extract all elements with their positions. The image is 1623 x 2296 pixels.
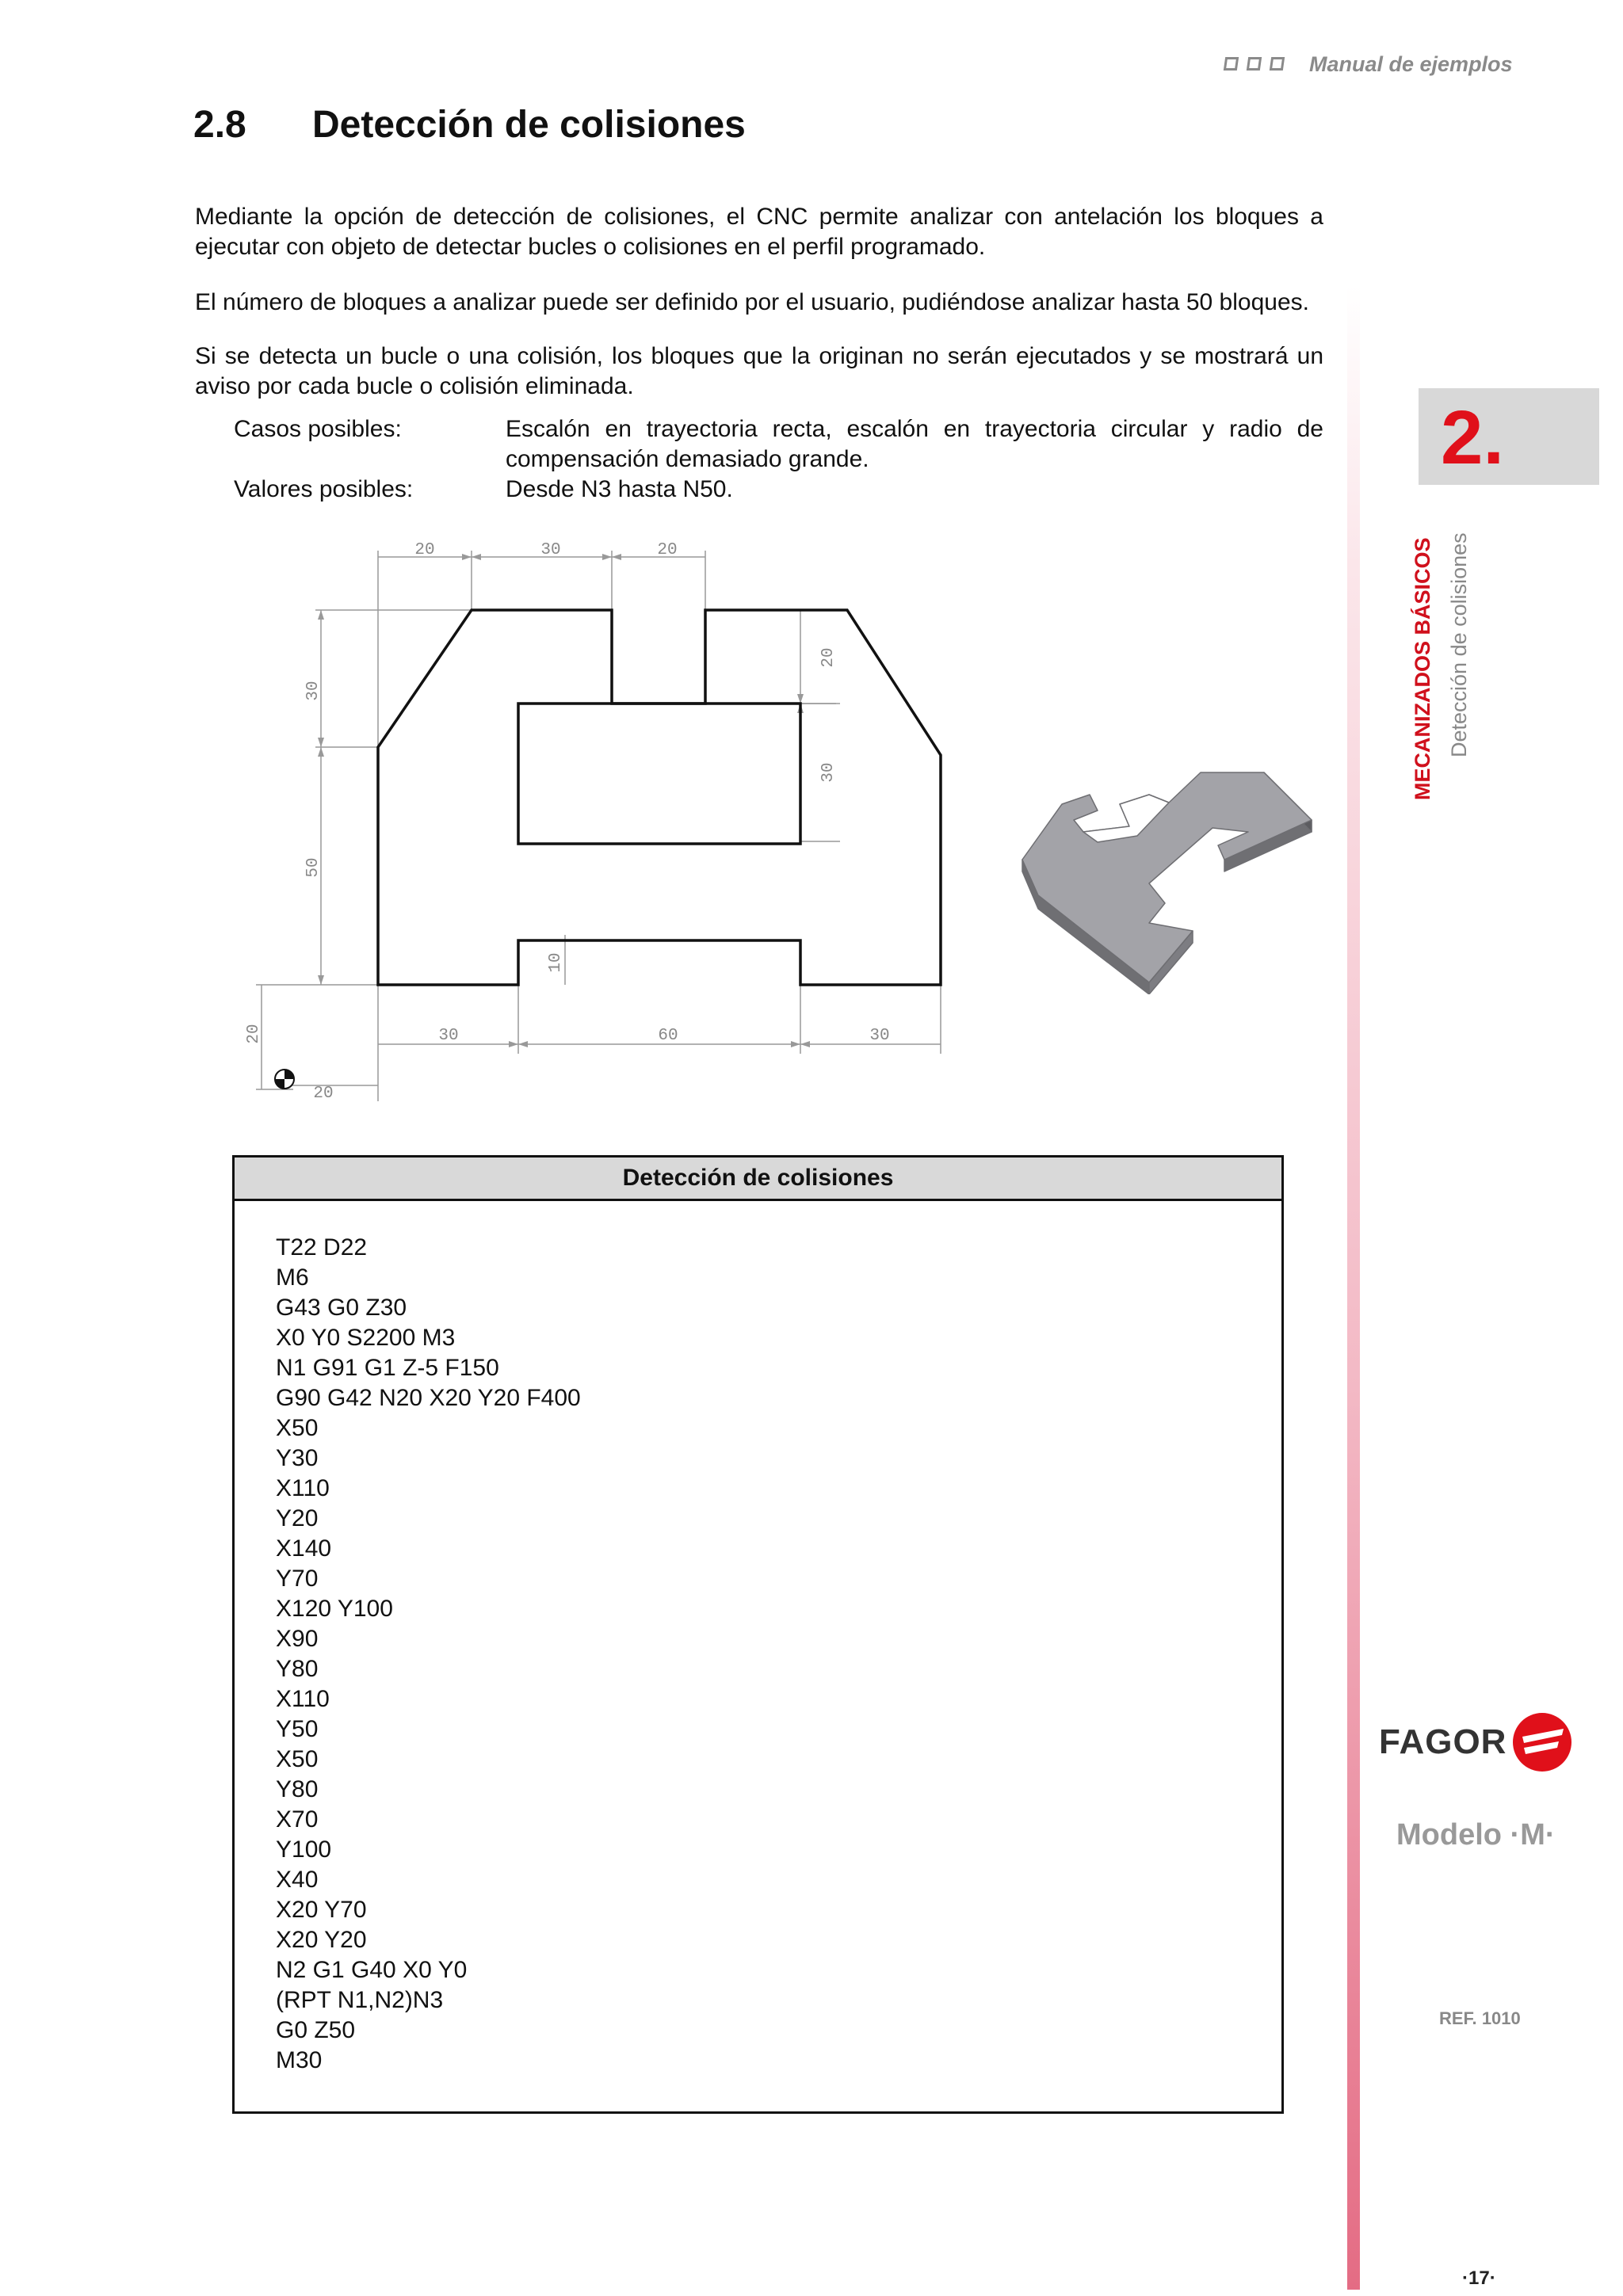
program-line: X110 [276,1475,330,1501]
program-line: Y100 [276,1836,332,1863]
ref-number: 1010 [1481,2008,1521,2028]
origin-symbol-icon [275,1070,294,1089]
values-text: Desde N3 hasta N50. [506,476,733,502]
program-line: G43 G0 Z30 [276,1295,407,1321]
dim-bottom-3: 30 [869,1027,890,1045]
program-line: X140 [276,1535,332,1562]
program-line: T22 D22 [276,1234,368,1261]
program-line: G90 G42 N20 X20 Y20 F400 [276,1385,581,1411]
program-line: Y50 [276,1716,319,1742]
section-title: Detección de colisiones [312,104,746,146]
dim-bottom-2: 60 [658,1027,678,1045]
cases-label: Casos posibles: [234,416,402,442]
dim-right-1: 20 [819,647,838,668]
part-3d-view [1010,741,1327,994]
dim-left-1: 30 [304,681,323,701]
dim-top-1: 20 [414,541,435,559]
program-lines [276,1233,1281,2076]
cases-text: Escalón en trayectoria recta, escalón en trayectoria circular y radio de compensación demasiado grande. [506,416,1323,472]
program-title: Detección de colisiones [235,1158,1281,1201]
program-line: N1 G91 G1 Z-5 F150 [276,1355,499,1381]
program-line: Y80 [276,1656,319,1682]
fagor-logo-icon [1511,1711,1573,1773]
program-line: Y30 [276,1445,319,1471]
program-line: M6 [276,1264,309,1291]
chapter-number: 2. [1441,395,1505,480]
paragraph: El número de bloques a analizar puede ser definido por el usuario, pudiéndose analizar hasta 50 bloques. [195,289,1309,315]
program-line: X40 [276,1867,319,1893]
program-line: X0 Y0 S2200 M3 [276,1325,456,1351]
dim-left-3: 20 [245,1024,263,1044]
program-line: Y70 [276,1566,319,1592]
program-line: Y20 [276,1505,319,1531]
dim-top-2: 30 [540,541,561,559]
paragraph: Si se detecta un bucle o una colisión, los bloques que la originan no serán ejecutados y se mostrará un aviso por cada bucle o colisión eliminada. [195,343,1323,399]
program-line: X50 [276,1415,319,1441]
reference [1439,2008,1521,2029]
chapter-title: MECANIZADOS BÁSICOS [1411,537,1434,800]
part-outline [378,610,941,985]
program-line: X110 [276,1686,330,1712]
side-gradient-bar [1347,285,1360,2290]
paragraph: Mediante la opción de detección de colisiones, el CNC permite analizar con antelación los bloques a ejecutar con objeto de detectar bucles o colisiones en el perfil programado. [195,204,1323,260]
model-label: Modelo ·M· [1396,1818,1556,1852]
program-line: X90 [276,1626,319,1652]
pocket-outline [518,704,800,844]
program-line: X120 Y100 [276,1596,393,1622]
program-line: G0 Z50 [276,2017,356,2043]
header-squares [1224,57,1284,71]
square-icon [1247,57,1262,71]
program-line: N2 G1 G40 X0 Y0 [276,1957,468,1983]
program-box [232,1155,1284,2114]
dim-top-3: 20 [657,541,678,559]
program-line: M30 [276,2047,323,2073]
ref-prefix: REF. [1439,2008,1477,2028]
dim-origin-x: 20 [313,1085,334,1103]
program-line: X70 [276,1806,319,1833]
program-line: X50 [276,1746,319,1772]
sidebar-section-title: Detección de colisiones [1447,532,1471,757]
program-line: (RPT N1,N2)N3 [276,1987,444,2013]
fagor-logo [1379,1711,1573,1773]
program-line: X20 Y70 [276,1897,367,1923]
dim-bottom-1: 30 [438,1027,459,1045]
fagor-logo-text: FAGOR [1379,1722,1507,1761]
program-line: X20 Y20 [276,1927,367,1953]
page-number: ·17· [1462,2267,1496,2289]
dim-right-2: 30 [819,762,838,783]
dim-right-3: 10 [547,952,565,973]
dim-left-2: 50 [304,857,323,878]
program-line: Y80 [276,1776,319,1802]
running-header: Manual de ejemplos [1309,52,1513,76]
technical-drawing [238,523,967,1109]
square-icon [1270,57,1285,71]
values-label: Valores posibles: [234,476,414,502]
square-icon [1224,57,1239,71]
section-number: 2.8 [193,104,246,146]
